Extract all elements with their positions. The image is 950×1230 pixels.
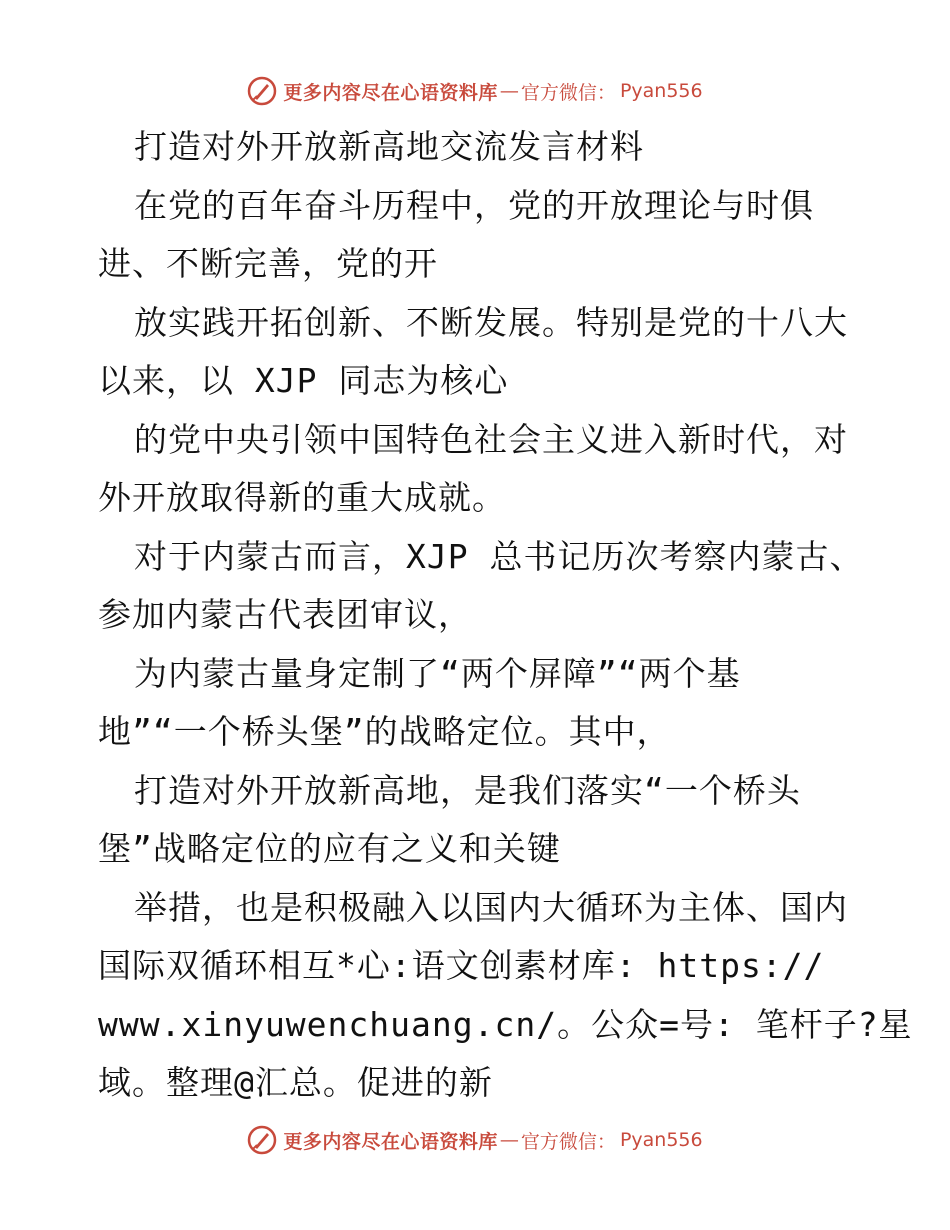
paragraph-line: 在党的百年奋斗历程中，党的开放理论与时俱 <box>134 185 814 225</box>
document-title: 打造对外开放新高地交流发言材料 <box>134 127 644 166</box>
paragraph-line: 举措，也是积极融入以国内大循环为主体、国内 <box>134 887 848 927</box>
feather-logo-icon <box>247 1125 277 1155</box>
paragraph-line: 参加内蒙古代表团审议， <box>98 595 472 634</box>
paragraph-line: www.xinyuwenchuang.cn/。公众=号: 笔杆子?星 <box>98 1004 913 1044</box>
paragraph-line: 对于内蒙古而言，XJP 总书记历次考察内蒙古、 <box>134 536 864 576</box>
paragraph-line: 进、不断完善，党的开 <box>98 244 438 283</box>
paragraph-line: 为内蒙古量身定制了“两个屏障”“两个基 <box>134 653 741 693</box>
header-watermark-banner <box>0 71 950 111</box>
paragraph-line: 域。整理@汇总。促进的新 <box>98 1063 493 1102</box>
footer-watermark-banner <box>0 1120 950 1160</box>
banner-wechat-id: Pyan556 <box>619 1129 703 1151</box>
document-body <box>98 118 913 1113</box>
banner-wechat-label: 官方微信： <box>520 1130 616 1153</box>
banner-dash: — <box>499 80 519 102</box>
paragraph-line: 放实践开拓创新、不断发展。特别是党的十八大 <box>134 302 848 342</box>
paragraph-line: 以来，以 XJP 同志为核心 <box>98 361 509 400</box>
paragraph-line: 地”“一个桥头堡”的战略定位。其中， <box>98 712 671 751</box>
banner-title: 更多内容尽在心语资料库 <box>283 1130 498 1153</box>
paragraph-line: 国际双循环相互*心:语文创素材库: https:// <box>98 946 825 985</box>
paragraph-line: 打造对外开放新高地，是我们落实“一个桥头 <box>134 770 801 810</box>
banner-wechat-id: Pyan556 <box>619 80 703 102</box>
banner-dash: — <box>499 1129 519 1151</box>
paragraph-line: 外开放取得新的重大成就。 <box>98 478 506 517</box>
banner-title: 更多内容尽在心语资料库 <box>283 81 498 104</box>
paragraph-line: 的党中央引领中国特色社会主义进入新时代，对 <box>134 419 848 459</box>
paragraph-line: 堡”战略定位的应有之义和关键 <box>98 829 561 868</box>
banner-wechat-label: 官方微信： <box>520 81 616 104</box>
feather-logo-icon <box>247 76 277 106</box>
